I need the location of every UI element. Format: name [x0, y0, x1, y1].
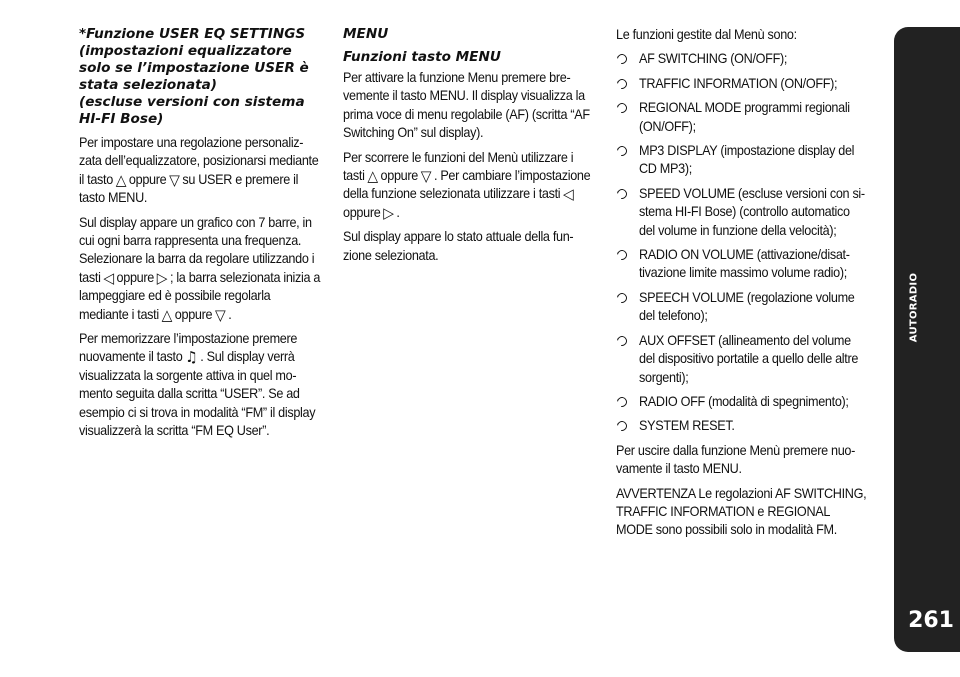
paragraph-eq-bars: Sul display appare un grafico con 7 barre, in cui ogni barra rappresenta una frequenza. Selezionare la barra da regolare utilizzando i tasti ◁ oppure ▷ ; la barra selezionata inizia a lampeggiare ed è possibile regolarla mediante i tasti △ oppure ▽ .	[79, 214, 321, 324]
chapter-side-tab	[894, 27, 960, 652]
heading-line: stata selezionata)	[79, 77, 218, 93]
heading-line: HI-FI Bose)	[79, 111, 164, 127]
list-item: MP3 DISPLAY (impostazione display del CD MP3);	[616, 142, 868, 179]
bullet-icon	[615, 52, 629, 66]
right-triangle-icon: ▷	[383, 203, 394, 222]
heading-line: (impostazioni equalizzatore	[79, 43, 292, 59]
bullet-icon	[615, 395, 629, 409]
functions-list	[616, 50, 868, 435]
bullet-icon	[615, 144, 629, 158]
paragraph-menu-scroll: Per scorrere le funzioni del Menù utilizzare i tasti △ oppure ▽ . Per cambiare l’impostazione della funzione selezionata utilizzare i tasti ◁oppure ▷ .	[343, 149, 591, 222]
down-triangle-icon: ▽	[169, 170, 180, 189]
down-triangle-icon: ▽	[420, 167, 432, 186]
list-item: AF SWITCHING (ON/OFF);	[616, 50, 868, 68]
bullet-icon	[615, 334, 629, 348]
paragraph-warning: AVVERTENZA Le regolazioni AF SWITCHING, TRAFFIC INFORMATION e REGIONAL MODE sono possibili solo in modalità FM.	[616, 485, 867, 538]
paragraph-eq-select: Per impostare una regolazione personalizzata dell’equalizzatore, posizionarsi mediante il tasto △ oppure ▽ su USER e premere il tasto MENU.	[79, 135, 319, 206]
menu-subtitle: Funzioni tasto MENU	[343, 49, 501, 65]
list-item: TRAFFIC INFORMATION (ON/OFF);	[616, 75, 868, 93]
paragraph-menu-state: Sul display appare lo stato attuale della funzione selezionata.	[343, 229, 574, 263]
list-item: SYSTEM RESET.	[616, 417, 868, 435]
page-number: 261	[908, 608, 954, 633]
bullet-icon	[615, 248, 629, 262]
heading-line: solo se l’impostazione USER è	[79, 60, 309, 76]
up-triangle-icon: △	[367, 167, 378, 186]
left-triangle-icon: ◁	[103, 268, 114, 287]
list-item: AUX OFFSET (allineamento del volume del dispositivo portatile a quello delle altre sorgenti);	[616, 332, 868, 387]
list-item: REGIONAL MODE programmi regionali (ON/OFF);	[616, 99, 868, 136]
bullet-icon	[615, 419, 629, 433]
list-item: RADIO OFF (modalità di spegnimento);	[616, 393, 868, 411]
column-functions	[616, 26, 868, 546]
up-triangle-icon: △	[161, 305, 173, 324]
chapter-label: AUTORADIO	[908, 272, 920, 343]
paragraph-menu-activate: Per attivare la funzione Menu premere brevemente il tasto MENU. Il display visualizza la prima voce di menu regolabile (AF) (scritta “AF Switching On” sul display).	[343, 70, 590, 141]
list-item: SPEECH VOLUME (regolazione volume del telefono);	[616, 289, 868, 326]
bullet-icon	[615, 101, 629, 115]
up-triangle-icon: △	[115, 170, 127, 189]
menu-title: MENU	[343, 26, 389, 42]
list-item: SPEED VOLUME (escluse versioni con sistema HI-FI Bose) (controllo automatico del volume in funzione della velocità);	[616, 185, 868, 240]
bullet-icon	[615, 187, 629, 201]
paragraph-eq-store: Per memorizzare l’impostazione premere nuovamente il tasto ♫ . Sul display verrà visualizzata la sorgente attiva in quel momento seguita dalla scritta “USER”. Se ad esempio ci si trova in modalità “FM” il display visualizzerà la scritta “FM EQ User”.	[79, 331, 316, 439]
bullet-icon	[615, 77, 629, 91]
right-triangle-icon: ▷	[156, 268, 168, 287]
heading-line: *Funzione USER EQ SETTINGS	[79, 26, 306, 42]
left-triangle-icon: ◁	[563, 185, 574, 204]
list-item: RADIO ON VOLUME (attivazione/disattivazione limite massimo volume radio);	[616, 246, 868, 283]
column-menu	[343, 26, 599, 271]
column-user-eq	[79, 26, 323, 447]
bullet-icon	[615, 291, 629, 305]
user-eq-heading	[79, 26, 323, 128]
down-triangle-icon: ▽	[215, 305, 226, 324]
functions-intro: Le funzioni gestite dal Menù sono:	[616, 27, 797, 42]
heading-line: (escluse versioni con sistema	[79, 94, 305, 110]
paragraph-exit: Per uscire dalla funzione Menù premere nuovamente il tasto MENU.	[616, 442, 856, 477]
music-note-icon: ♫	[185, 348, 198, 367]
